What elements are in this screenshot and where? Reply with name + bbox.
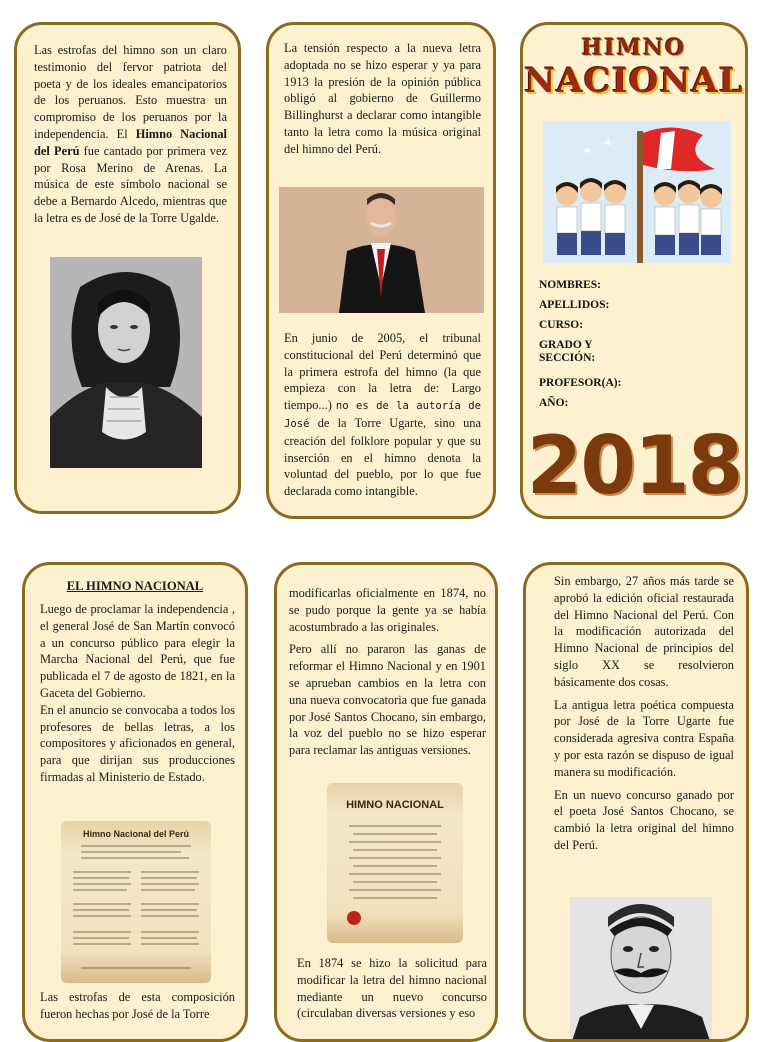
panel-modificaciones: [274, 562, 498, 1042]
panel-restauracion: [523, 562, 749, 1042]
cover-title-top: HIMNO: [581, 35, 687, 61]
chocano-paragraph: En un nuevo concurso ganado por el poeta José Santos Chocano, se cambió la letra original del himno del Perú.: [554, 787, 734, 852]
himno-scroll-image-2: [327, 783, 463, 943]
anuncio-paragraph: En el anuncio se convocaba a todos los profesores de bellas letras, a los compositores y aficionados en general, para que dirijan sus producciones firmadas al Ministerio de Estado.: [40, 702, 235, 784]
intro-text-b: fue cantado por primera vez por Rosa Merino de Arenas. La música de este símbolo nacional se debe a Bernardo Alcedo, mientras que la letra es de José de la Torre Ugalde.: [34, 143, 227, 225]
cover-illustration: [543, 121, 731, 263]
tension-paragraph: La tensión respecto a la nueva letra adoptada no se hizo esperar y ya para 1913 la presión de la opinión pública obligó al gobierno de Guillermo Billinghurst a declarar como intangible tanto la letra como la música original del himno del Perú.: [284, 41, 481, 156]
portrait-santos-chocano: [570, 897, 712, 1042]
tribunal-text-b: de la Torre Ugarte, sino una creación del folklore popular y que su inserción en el himno denota la voluntad del pueblo, por lo que fue declarada como intangible.: [284, 415, 481, 499]
himno-scroll-image-1: [61, 821, 211, 983]
antigua-letra-paragraph: La antigua letra poética compuesta por José de la Torre Ugarte fue considerada agresiva contra España y por esta razón se dispuso de igual manera su modificación.: [554, 697, 734, 779]
tribunal-text-a: En junio de 2005, el tribunal constitucional del Perú determinó que la primera estrofa del himno (la que empieza con la letra de: Largo tiempo...): [284, 331, 481, 413]
panel-modificaciones-text: [289, 585, 486, 765]
panel-estrofas: [14, 22, 241, 514]
panel-cover: [520, 22, 748, 519]
panel-tension: [266, 22, 496, 519]
panel-himno-nacional: [22, 562, 248, 1042]
portrait-rosa-merino: [50, 257, 202, 468]
scroll-title-1: Himno Nacional del Perú: [82, 829, 190, 839]
children-flag-illustration: [543, 121, 731, 263]
restauracion-paragraph: Sin embargo, 27 años más tarde se aprobó la edición oficial restaurada del Himno Nacional del Perú. Con la modificación autorizada del Himno Nacional de principios del siglo XX se resolvieron básicamente dos cosas.: [554, 574, 734, 689]
field-profesor: PROFESOR(A):: [539, 377, 622, 389]
panel-himno-text: [40, 601, 235, 786]
wax-seal-icon: [347, 911, 361, 925]
panel-restauracion-text: [554, 573, 734, 860]
composicion-paragraph: Las estrofas de esta composición fueron hechas por José de la Torre: [40, 990, 235, 1021]
panel-tension-text-bottom: [284, 330, 481, 500]
panel-tension-text-top: [284, 40, 481, 164]
portrait-billinghurst: [279, 187, 484, 313]
concurso-paragraph: Luego de proclamar la independencia , el general José de San Martín convocó a un concurso público para elegir la Marcha Nacional del Perú, que fue publicada el 7 de agosto de 1821, en la Gaceta del Gobierno.: [40, 602, 235, 700]
panel-modificaciones-text-bottom: [297, 955, 487, 1022]
portrait-mustache-image: [570, 897, 712, 1042]
panel-estrofas-text: [34, 42, 227, 227]
intro-bold: Himno Nacional del Perú: [34, 126, 227, 158]
field-nombres: NOMBRES:: [539, 279, 601, 291]
intro-text-a: Las estrofas del himno son un claro testimonio del fervor patriota del poeta y de los ideales emancipatorios de los peruanos. Esto muestra un compromiso de los peruanos por la independencia. El: [34, 43, 227, 141]
cover-year: 2018: [526, 419, 742, 512]
reformar-paragraph: Pero allí no pararon las ganas de reformar el Himno Nacional y en 1901 se aprueban cambios en la letra con una nueva convocatoria que fue ganada por José Santos Chocano, sin embargo, la voz del pueblo no se hizo esperar para reclamar las antiguas versiones.: [289, 642, 486, 758]
portrait-man-image: [279, 187, 484, 313]
field-ano: AÑO:: [539, 397, 569, 409]
scroll-title-2: HIMNO NACIONAL: [346, 799, 444, 811]
portrait-woman-image: [50, 257, 202, 468]
field-apellidos: APELLIDOS:: [539, 299, 610, 311]
panel-himno-text-bottom: [40, 989, 235, 1023]
field-grado-seccion: GRADO Y SECCIÓN:: [539, 339, 596, 364]
field-curso: CURSO:: [539, 319, 584, 331]
himno-heading: EL HIMNO NACIONAL: [66, 579, 204, 593]
modificarlas-paragraph: modificarlas oficialmente en 1874, no se pudo porque la gente ya se había acostumbrado a las originales.: [289, 586, 486, 634]
solicitud-paragraph: En 1874 se hizo la solicitud para modificar la letra del himno nacional mediante un nuevo concurso (circulaban diversas versiones y eso: [297, 956, 487, 1021]
cover-title-main: NACIONAL: [524, 61, 744, 101]
tribunal-text-mono: no es de la autoría de José: [284, 400, 481, 430]
